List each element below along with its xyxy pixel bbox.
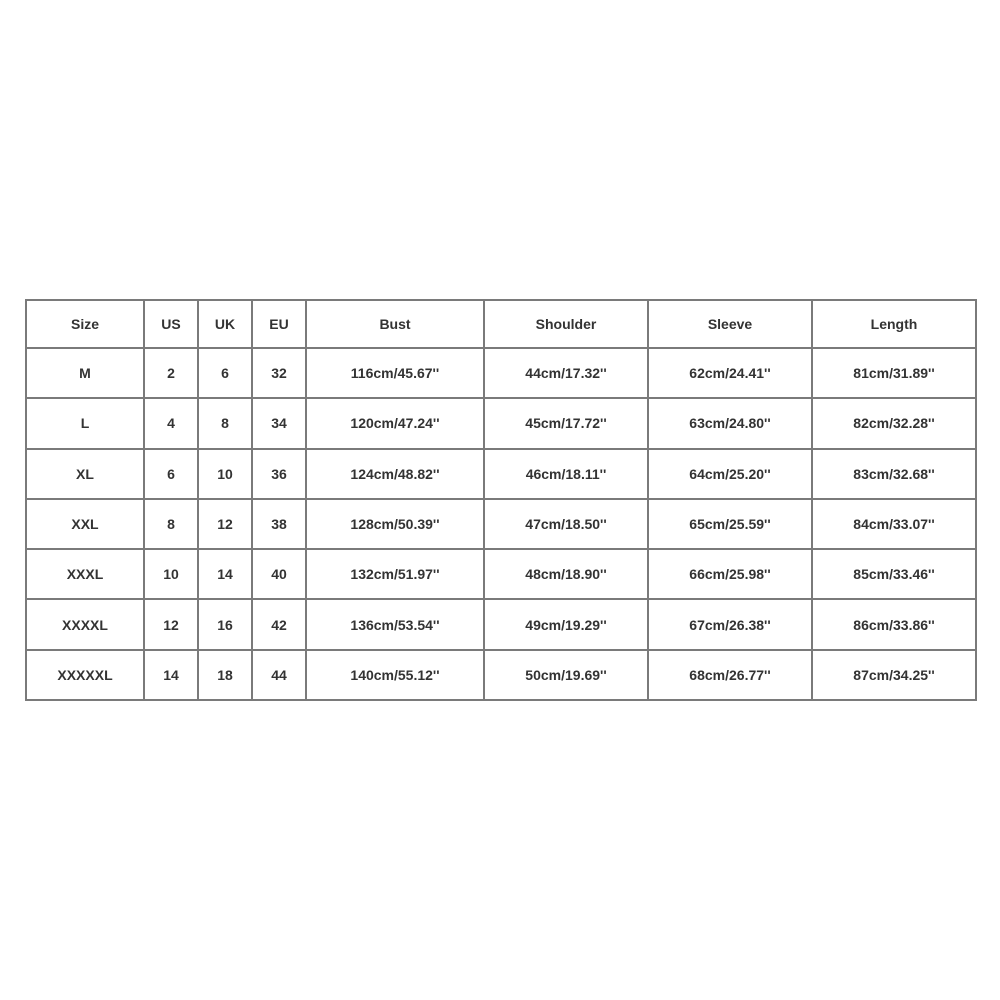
cell-sleeve: 63cm/24.80'' bbox=[648, 398, 812, 448]
cell-us: 10 bbox=[144, 549, 198, 599]
cell-size: XXL bbox=[26, 499, 144, 549]
table-row bbox=[26, 449, 976, 499]
header-bust: Bust bbox=[306, 300, 484, 348]
cell-us: 8 bbox=[144, 499, 198, 549]
cell-size: XXXXL bbox=[26, 599, 144, 649]
cell-uk: 12 bbox=[198, 499, 252, 549]
cell-length: 82cm/32.28'' bbox=[812, 398, 976, 448]
cell-eu: 44 bbox=[252, 650, 306, 700]
cell-sleeve: 62cm/24.41'' bbox=[648, 348, 812, 398]
header-sleeve: Sleeve bbox=[648, 300, 812, 348]
cell-us: 14 bbox=[144, 650, 198, 700]
header-eu: EU bbox=[252, 300, 306, 348]
cell-uk: 18 bbox=[198, 650, 252, 700]
cell-size: XL bbox=[26, 449, 144, 499]
cell-eu: 40 bbox=[252, 549, 306, 599]
table-row bbox=[26, 499, 976, 549]
cell-us: 4 bbox=[144, 398, 198, 448]
cell-shoulder: 48cm/18.90'' bbox=[484, 549, 648, 599]
header-shoulder: Shoulder bbox=[484, 300, 648, 348]
cell-bust: 132cm/51.97'' bbox=[306, 549, 484, 599]
cell-length: 85cm/33.46'' bbox=[812, 549, 976, 599]
cell-shoulder: 50cm/19.69'' bbox=[484, 650, 648, 700]
cell-bust: 128cm/50.39'' bbox=[306, 499, 484, 549]
cell-us: 2 bbox=[144, 348, 198, 398]
cell-size: M bbox=[26, 348, 144, 398]
cell-size: L bbox=[26, 398, 144, 448]
table-row bbox=[26, 549, 976, 599]
cell-length: 84cm/33.07'' bbox=[812, 499, 976, 549]
cell-uk: 8 bbox=[198, 398, 252, 448]
cell-shoulder: 49cm/19.29'' bbox=[484, 599, 648, 649]
cell-us: 6 bbox=[144, 449, 198, 499]
cell-uk: 6 bbox=[198, 348, 252, 398]
cell-bust: 116cm/45.67'' bbox=[306, 348, 484, 398]
cell-shoulder: 47cm/18.50'' bbox=[484, 499, 648, 549]
cell-eu: 32 bbox=[252, 348, 306, 398]
cell-uk: 16 bbox=[198, 599, 252, 649]
cell-shoulder: 45cm/17.72'' bbox=[484, 398, 648, 448]
cell-uk: 10 bbox=[198, 449, 252, 499]
cell-eu: 42 bbox=[252, 599, 306, 649]
cell-sleeve: 65cm/25.59'' bbox=[648, 499, 812, 549]
cell-bust: 136cm/53.54'' bbox=[306, 599, 484, 649]
size-chart-table bbox=[25, 299, 977, 701]
table-row bbox=[26, 398, 976, 448]
cell-length: 83cm/32.68'' bbox=[812, 449, 976, 499]
table-row bbox=[26, 650, 976, 700]
header-size: Size bbox=[26, 300, 144, 348]
cell-eu: 34 bbox=[252, 398, 306, 448]
cell-eu: 36 bbox=[252, 449, 306, 499]
table-row bbox=[26, 599, 976, 649]
header-us: US bbox=[144, 300, 198, 348]
cell-eu: 38 bbox=[252, 499, 306, 549]
cell-size: XXXL bbox=[26, 549, 144, 599]
cell-sleeve: 66cm/25.98'' bbox=[648, 549, 812, 599]
header-uk: UK bbox=[198, 300, 252, 348]
table-row bbox=[26, 348, 976, 398]
header-length: Length bbox=[812, 300, 976, 348]
cell-shoulder: 46cm/18.11'' bbox=[484, 449, 648, 499]
cell-sleeve: 68cm/26.77'' bbox=[648, 650, 812, 700]
cell-uk: 14 bbox=[198, 549, 252, 599]
cell-bust: 124cm/48.82'' bbox=[306, 449, 484, 499]
cell-bust: 120cm/47.24'' bbox=[306, 398, 484, 448]
cell-size: XXXXXL bbox=[26, 650, 144, 700]
cell-sleeve: 64cm/25.20'' bbox=[648, 449, 812, 499]
cell-shoulder: 44cm/17.32'' bbox=[484, 348, 648, 398]
header-row bbox=[26, 300, 976, 348]
cell-bust: 140cm/55.12'' bbox=[306, 650, 484, 700]
cell-us: 12 bbox=[144, 599, 198, 649]
cell-length: 87cm/34.25'' bbox=[812, 650, 976, 700]
cell-length: 81cm/31.89'' bbox=[812, 348, 976, 398]
cell-length: 86cm/33.86'' bbox=[812, 599, 976, 649]
cell-sleeve: 67cm/26.38'' bbox=[648, 599, 812, 649]
